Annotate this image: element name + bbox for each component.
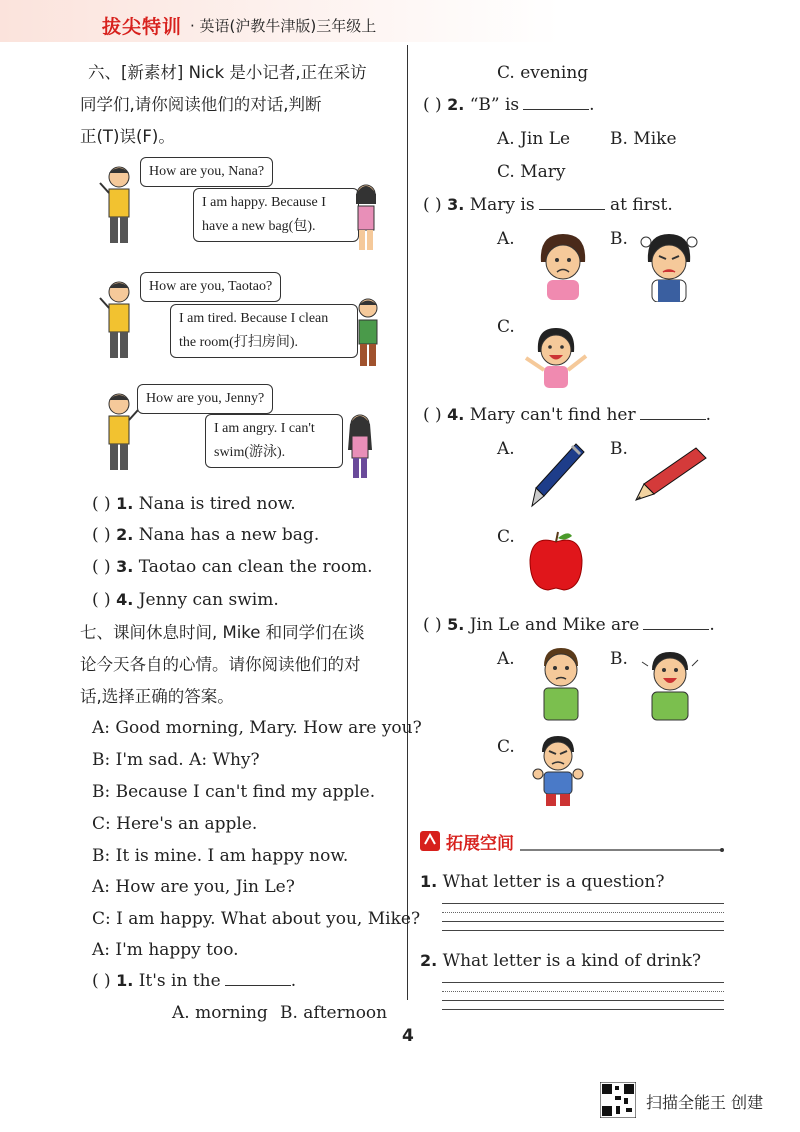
expand-q2-answer-lines[interactable] xyxy=(442,982,724,1010)
q5-option-b[interactable]: B. xyxy=(610,649,628,669)
s7-q2: ( ) 2. “B” is . xyxy=(423,95,595,115)
section7-title-line2: 论今天各自的心情。请你阅读他们的对 xyxy=(80,655,361,674)
q3-option-c[interactable]: C. xyxy=(497,317,515,337)
answer-blank[interactable] xyxy=(225,971,291,986)
q3-option-b[interactable]: B. xyxy=(610,229,628,249)
dialog-line-7: C: I am happy. What about you, Mike? xyxy=(92,909,421,929)
sad-boy-image xyxy=(536,646,586,722)
s6-item-1: ( ) 1. Nana is tired now. xyxy=(92,494,296,514)
angry-boy-image xyxy=(530,734,586,810)
pen-image xyxy=(528,440,588,510)
dialog3-question-bubble: How are you, Jenny? xyxy=(137,384,273,414)
q1-option-b[interactable]: B. afternoon xyxy=(280,1003,388,1023)
q4-option-b[interactable]: B. xyxy=(610,439,628,459)
q4-option-a[interactable]: A. xyxy=(497,439,515,459)
answer-paren[interactable]: ( ) xyxy=(92,590,111,610)
answer-paren[interactable]: ( ) xyxy=(423,95,442,115)
q1-option-c[interactable]: C. evening xyxy=(497,63,589,83)
s7-q3: ( ) 3. Mary is at first. xyxy=(423,195,673,215)
book-subtitle: · 英语(沪教牛津版)三年级上 xyxy=(190,17,377,35)
dialog-line-1: A: Good morning, Mary. How are you? xyxy=(92,718,422,738)
s6-item-3: ( ) 3. Taotao can clean the room. xyxy=(92,557,373,577)
q2-option-a[interactable]: A. Jin Le xyxy=(497,129,571,149)
scanner-watermark: 扫描全能王 创建 xyxy=(646,1093,764,1112)
dialog2-answer-line2: the room(打扫房间). xyxy=(179,335,298,350)
section6-title-line1: 六、[新素材] Nick 是小记者,正在采访 xyxy=(88,63,367,82)
answer-paren[interactable]: ( ) xyxy=(92,525,111,545)
q2-option-b[interactable]: B. Mike xyxy=(610,129,677,149)
dialog-line-2: B: I'm sad. A: Why? xyxy=(92,750,260,770)
section6-title-line2: 同学们,请你阅读他们的对话,判断 xyxy=(80,95,322,114)
answer-blank[interactable] xyxy=(539,195,605,210)
dialog1-answer-line2: have a new bag(包). xyxy=(202,219,316,234)
sad-girl-image xyxy=(535,232,591,300)
expand-q1: 1. What letter is a question? xyxy=(420,872,665,892)
answer-paren[interactable]: ( ) xyxy=(423,615,442,635)
brand-logo: 拔尖特训 xyxy=(102,16,183,38)
column-divider xyxy=(407,45,408,1000)
jenny-figure xyxy=(340,410,380,482)
answer-blank[interactable] xyxy=(640,405,706,420)
s6-item-2: ( ) 2. Nana has a new bag. xyxy=(92,525,320,545)
answer-paren[interactable]: ( ) xyxy=(423,405,442,425)
dialog-line-4: C: Here's an apple. xyxy=(92,814,258,834)
taotao-figure xyxy=(352,296,384,370)
q3-option-a[interactable]: A. xyxy=(497,229,515,249)
expand-title: 拓展空间 xyxy=(446,834,514,854)
dialog-line-8: A: I'm happy too. xyxy=(92,940,239,960)
section7-title-line3: 话,选择正确的答案。 xyxy=(80,687,234,706)
dialog3-answer-bubble xyxy=(205,414,343,468)
dialog3-answer-line1: I am angry. I can't xyxy=(214,421,315,436)
answer-paren[interactable]: ( ) xyxy=(92,557,111,577)
q2-option-c[interactable]: C. Mary xyxy=(497,162,566,182)
nick-figure-1 xyxy=(98,165,140,247)
dialog2-answer-line1: I am tired. Because I clean xyxy=(179,311,329,326)
expand-q2: 2. What letter is a kind of drink? xyxy=(420,951,701,971)
dialog-line-3: B: Because I can't find my apple. xyxy=(92,782,376,802)
q5-option-c[interactable]: C. xyxy=(497,737,515,757)
s7-q5: ( ) 5. Jin Le and Mike are . xyxy=(423,615,715,635)
answer-paren[interactable]: ( ) xyxy=(423,195,442,215)
page-number: 4 xyxy=(402,1026,414,1046)
answer-paren[interactable]: ( ) xyxy=(92,494,111,514)
happy-boy-image xyxy=(640,648,700,722)
angry-girl-image xyxy=(638,230,700,302)
q5-option-a[interactable]: A. xyxy=(497,649,515,669)
apple-image xyxy=(526,530,586,592)
dialog2-answer-bubble xyxy=(170,304,358,358)
happy-girl-image xyxy=(520,322,592,392)
section7-title-line1: 七、课间休息时间, Mike 和同学们在谈 xyxy=(80,623,365,642)
pencil-image xyxy=(634,446,710,502)
qr-code-icon xyxy=(600,1082,636,1118)
dialog1-question-bubble: How are you, Nana? xyxy=(140,157,273,187)
dialog-line-6: A: How are you, Jin Le? xyxy=(92,877,295,897)
dialog1-answer-line1: I am happy. Because I xyxy=(202,195,326,210)
dialog2-question-bubble: How are you, Taotao? xyxy=(140,272,281,302)
s7-q4: ( ) 4. Mary can't find her . xyxy=(423,405,712,425)
nana-figure xyxy=(350,182,382,254)
section6-title-line3: 正(T)误(F)。 xyxy=(80,127,175,146)
q1-option-a[interactable]: A. morning xyxy=(172,1003,268,1023)
s6-item-4: ( ) 4. Jenny can swim. xyxy=(92,590,279,610)
dialog-line-5: B: It is mine. I am happy now. xyxy=(92,846,349,866)
answer-paren[interactable]: ( ) xyxy=(92,971,111,991)
nick-figure-3 xyxy=(98,392,140,474)
expand-q1-answer-lines[interactable] xyxy=(442,903,724,931)
dialog3-answer-line2: swim(游泳). xyxy=(214,445,286,460)
dialog1-answer-bubble xyxy=(193,188,359,242)
q4-option-c[interactable]: C. xyxy=(497,527,515,547)
s7-q1: ( ) 1. It's in the . xyxy=(92,971,297,991)
answer-blank[interactable] xyxy=(523,95,589,110)
nick-figure-2 xyxy=(98,280,140,362)
answer-blank[interactable] xyxy=(643,615,709,630)
